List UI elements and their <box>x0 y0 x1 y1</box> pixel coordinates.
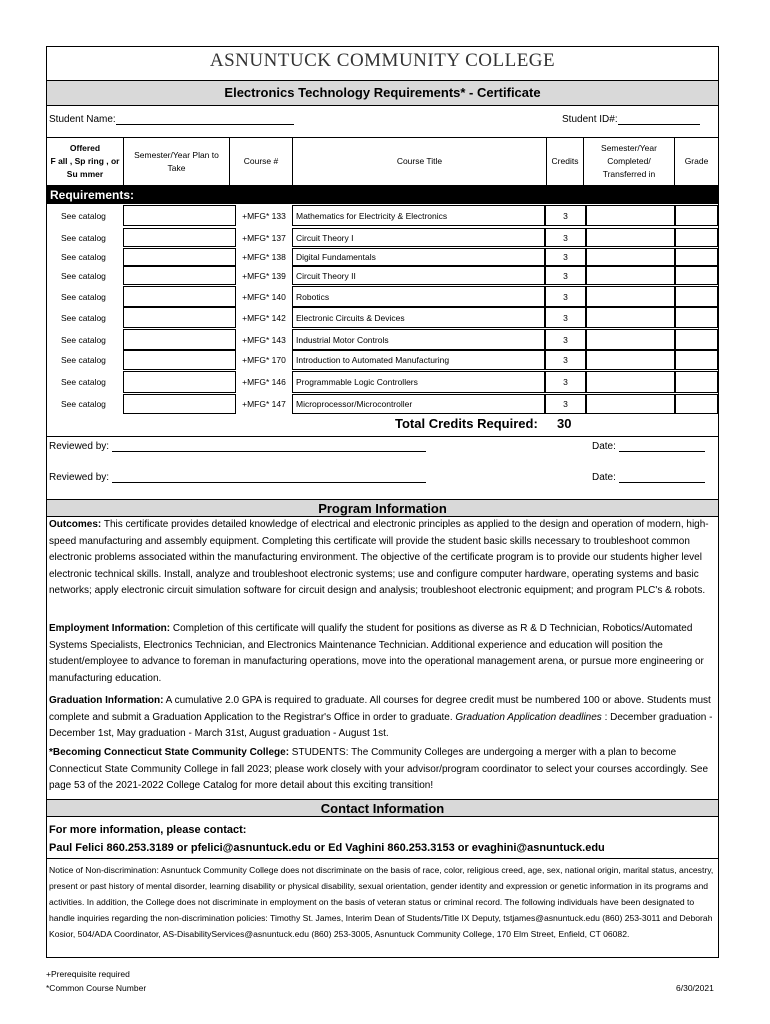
outcomes-text: This certificate provides detailed knowledge of electrical and electronic principles as applied to the design and operation of modern, high-speed manufacturing and assembly equipment. Completing this certificate will provide the student basic skills necessary to troubleshoot common electronic problems associated within the manufacturing environment. The objective of the certificate program is to provide our students higher level electronic technical skills. Install, analyze and troubleshoot electronic systems; use and configure computer hardware, operating systems and basic networks; apply electronic circuit simulation software for circuit design and analysis; troubleshoot electronic equipment; and program PLC's & robots. <box>49 519 709 597</box>
header-completed <box>584 138 675 185</box>
header-semester-plan <box>124 138 230 185</box>
grade-input[interactable] <box>675 329 718 350</box>
header-offered-line1: Offered <box>69 143 101 153</box>
course-credits: 3 <box>545 329 586 350</box>
completed-input[interactable] <box>586 266 675 285</box>
course-code: +MFG* 147 <box>242 399 286 409</box>
offered-cell: See catalog <box>61 334 106 345</box>
requirements-heading: Requirements: <box>47 186 718 204</box>
reviewed-by-line[interactable] <box>112 482 426 483</box>
student-id-label: Student ID#: <box>562 114 618 125</box>
semester-plan-input[interactable] <box>123 307 236 328</box>
grade-input[interactable] <box>675 266 718 285</box>
completed-input[interactable] <box>586 286 675 307</box>
course-code: +MFG* 138 <box>242 252 286 262</box>
contact-block <box>49 821 605 857</box>
course-title: Electronic Circuits & Devices <box>292 307 545 328</box>
course-code: +MFG* 142 <box>242 312 286 323</box>
footnotes <box>46 967 146 995</box>
table-row <box>47 307 718 328</box>
grade-input[interactable] <box>675 371 718 393</box>
header-completed-line3: Transferred in <box>602 169 656 179</box>
graduation-deadlines-label: Graduation Application deadlines <box>455 711 602 723</box>
grade-input[interactable] <box>675 350 718 370</box>
semester-plan-input[interactable] <box>123 371 236 393</box>
student-name-label: Student Name: <box>49 114 116 125</box>
grade-input[interactable] <box>675 205 718 226</box>
course-credits: 3 <box>545 248 586 266</box>
completed-input[interactable] <box>586 205 675 226</box>
student-id-field[interactable] <box>562 114 700 125</box>
date-line[interactable] <box>619 482 705 483</box>
offered-cell: See catalog <box>61 355 106 365</box>
course-credits: 3 <box>545 394 586 414</box>
table-row <box>47 350 718 370</box>
reviewed-by-field-1[interactable] <box>49 441 426 452</box>
course-code: +MFG* 170 <box>242 355 286 365</box>
reviewed-by-label: Reviewed by: <box>49 441 110 452</box>
table-row <box>47 205 718 226</box>
outcomes-paragraph <box>49 517 714 600</box>
offered-cell: See catalog <box>61 252 106 262</box>
course-code: +MFG* 133 <box>242 210 286 221</box>
header-course-number: Course # <box>230 138 293 185</box>
semester-plan-input[interactable] <box>123 286 236 307</box>
reviewed-by-field-2[interactable] <box>49 472 426 483</box>
header-offered-line3: Su mmer <box>66 169 104 179</box>
course-title: Mathematics for Electricity & Electronics <box>292 205 545 226</box>
table-row <box>47 394 718 414</box>
course-credits: 3 <box>545 266 586 285</box>
course-code: +MFG* 146 <box>242 377 286 387</box>
course-credits: 3 <box>545 307 586 328</box>
grade-input[interactable] <box>675 307 718 328</box>
reviewed-by-line[interactable] <box>112 451 426 452</box>
offered-cell: See catalog <box>61 232 106 243</box>
total-credits-label: Total Credits Required: <box>395 416 538 431</box>
offered-cell: See catalog <box>61 210 106 221</box>
document-title: Electronics Technology Requirements* - Certificate <box>47 80 718 106</box>
offered-cell: See catalog <box>61 291 106 302</box>
completed-input[interactable] <box>586 394 675 414</box>
table-row <box>47 228 718 247</box>
course-code: +MFG* 139 <box>242 270 286 281</box>
offered-cell: See catalog <box>61 399 106 409</box>
semester-plan-input[interactable] <box>123 350 236 370</box>
completed-input[interactable] <box>586 248 675 266</box>
table-header <box>47 137 718 186</box>
course-credits: 3 <box>545 205 586 226</box>
header-completed-line2: Completed/ <box>607 156 651 166</box>
employment-label: Employment Information: <box>49 623 171 634</box>
header-completed-line1: Semester/Year <box>601 143 657 153</box>
becoming-label: *Becoming Connecticut State Community College: <box>49 747 290 758</box>
completed-input[interactable] <box>586 350 675 370</box>
student-name-line[interactable] <box>116 124 294 125</box>
semester-plan-input[interactable] <box>123 205 236 226</box>
date-field-2[interactable] <box>592 472 705 483</box>
date-label: Date: <box>592 441 616 452</box>
offered-cell: See catalog <box>61 270 106 281</box>
completed-input[interactable] <box>586 307 675 328</box>
footnote-prerequisite: +Prerequisite required <box>46 969 130 979</box>
outcomes-label: Outcomes: <box>49 519 102 530</box>
course-title: Circuit Theory II <box>292 266 545 285</box>
header-offered-line2: F all , Sp ring , or <box>50 156 120 166</box>
course-credits: 3 <box>545 228 586 247</box>
footnote-common-course: *Common Course Number <box>46 983 147 993</box>
graduation-deadlines-text: : December graduation - December 1st, May graduation - March 31st, August graduation - August 1st. <box>49 711 713 740</box>
college-name: ASNUNTUCK COMMUNITY COLLEGE <box>209 50 556 71</box>
student-name-field[interactable] <box>49 114 294 125</box>
contact-details: Paul Felici 860.253.3189 or pfelici@asnuntuck.edu or Ed Vaghini 860.253.3153 or evaghini@asnuntuck.edu <box>49 842 605 854</box>
header-grade: Grade <box>684 156 709 166</box>
course-title: Microprocessor/Microcontroller <box>292 394 545 414</box>
table-row <box>47 286 718 307</box>
semester-plan-input[interactable] <box>123 394 236 414</box>
student-id-line[interactable] <box>618 124 700 125</box>
non-discrimination-notice: Notice of Non-discrimination: Asnuntuck Community College does not discriminate on the basis of race, color, religious creed, age, sex, national origin, marital status, ancestry, present or past history of mental disorder, learning disability or physical disability, sexual orientation, gender identity and expression or genetic information in its programs and activities. In addition, the College does not discriminate in employment on the basis of veteran status or criminal record. The following individuals have been designated to handle inquiries regarding the non-discrimination policies: Timothy St. James, Interim Dean of Students/Title IX Deputy, tstjames@asnuntuck.edu (860) 253-3011 and Deborah Kosior, 504/ADA Coordinator, AS-DisabilityServices@asnuntuck.edu (860) 253-3005, Asnuntuck Community College, 170 Elm Street, Enfield, CT 06082. <box>49 865 714 939</box>
header-offered <box>47 138 124 185</box>
course-code: +MFG* 143 <box>242 334 286 345</box>
total-credits-value: 30 <box>557 416 572 431</box>
completed-input[interactable] <box>586 228 675 247</box>
semester-plan-input[interactable] <box>123 228 236 247</box>
date-field-1[interactable] <box>592 441 705 452</box>
date-line[interactable] <box>619 451 705 452</box>
header-semester-plan-line2: Take <box>167 162 186 173</box>
grade-input[interactable] <box>675 286 718 307</box>
offered-cell: See catalog <box>61 377 106 387</box>
grade-input[interactable] <box>675 394 718 414</box>
semester-plan-input[interactable] <box>123 329 236 350</box>
semester-plan-input[interactable] <box>123 248 236 266</box>
offered-cell: See catalog <box>61 312 106 323</box>
grade-input[interactable] <box>675 248 718 266</box>
table-row <box>47 329 718 350</box>
table-row <box>47 248 718 266</box>
course-title: Industrial Motor Controls <box>292 329 545 350</box>
course-title: Robotics <box>292 286 545 307</box>
graduation-text: A cumulative 2.0 GPA is required to graduate. All courses for degree credit must be numbered 100 or above. Students must complete and submit a Graduation Application to the Registrar's Office in order to graduate. <box>49 695 711 723</box>
contact-information-heading: Contact Information <box>47 799 718 817</box>
grade-input[interactable] <box>675 228 718 247</box>
course-credits: 3 <box>545 286 586 307</box>
employment-paragraph <box>49 621 714 687</box>
becoming-paragraph <box>49 745 714 795</box>
header-course-title: Course Title <box>293 138 547 185</box>
graduation-label: Graduation Information: <box>49 695 164 706</box>
course-code: +MFG* 140 <box>242 291 286 302</box>
employment-text: Completion of this certificate will qualify the student for positions as diverse as R & D Technician, Robotics/Automated Systems Specialists, Electronics Technician, and Electronics Maintenance Technician. Additional experience and education will position the student/employee to advance to foreman in manufacturing operations, move into the operational management arena, or pursue more engineering or manufacturing education. <box>49 623 704 684</box>
divider <box>47 858 718 859</box>
table-row <box>47 266 718 285</box>
course-title: Digital Fundamentals <box>292 248 545 266</box>
header-credits: Credits <box>547 138 584 185</box>
graduation-paragraph <box>49 693 714 743</box>
completed-input[interactable] <box>586 371 675 393</box>
course-credits: 3 <box>545 371 586 393</box>
completed-input[interactable] <box>586 329 675 350</box>
course-credits: 3 <box>545 350 586 370</box>
header-semester-plan-line1: Semester/Year Plan to <box>134 149 219 160</box>
table-row <box>47 371 718 393</box>
program-information-heading: Program Information <box>47 499 718 517</box>
course-title: Circuit Theory I <box>292 228 545 247</box>
course-title: Programmable Logic Controllers <box>292 371 545 393</box>
course-code: +MFG* 137 <box>242 232 286 243</box>
semester-plan-input[interactable] <box>123 266 236 285</box>
contact-intro: For more information, please contact: <box>49 824 247 836</box>
date-label: Date: <box>592 472 616 483</box>
course-title: Introduction to Automated Manufacturing <box>292 350 545 370</box>
reviewed-by-label: Reviewed by: <box>49 472 110 483</box>
becoming-text: STUDENTS: The Community Colleges are undergoing a merger with a plan to become Connecticut State Community College in fall 2023; please work closely with your advisor/program coordinator to select your courses accordingly. See page 53 of the 2021-2022 College Catalog for more detail about this exciting transition! <box>49 747 709 792</box>
divider <box>47 436 718 437</box>
footer-date: 6/30/2021 <box>676 983 714 993</box>
